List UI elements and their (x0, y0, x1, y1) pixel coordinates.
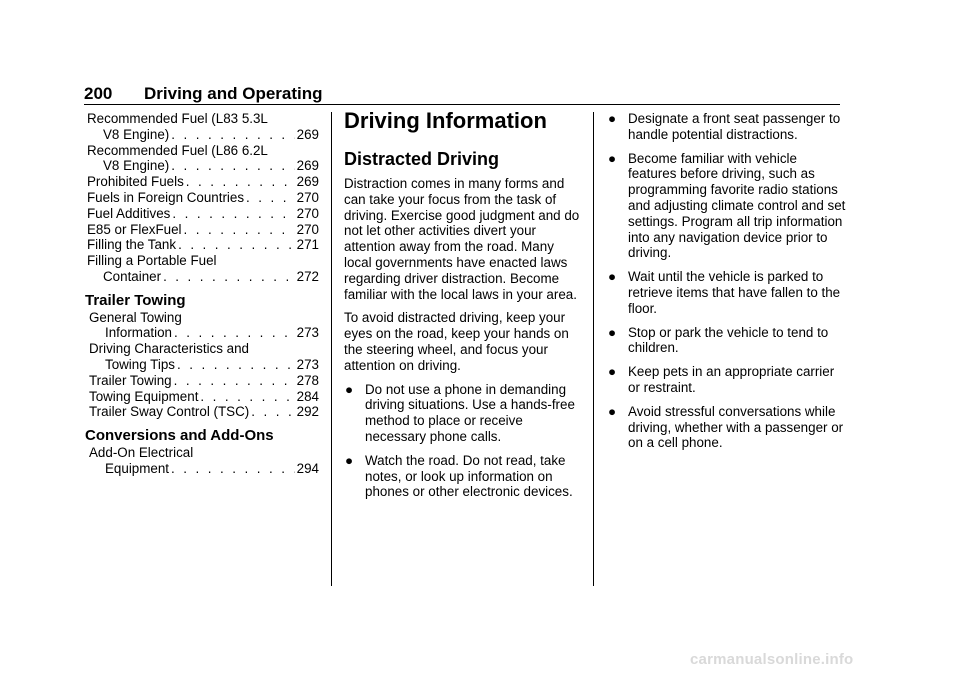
watermark: carmanualsonline.info (690, 651, 854, 668)
bullet-text: Designate a front seat passenger to handle potential distractions. (628, 111, 841, 142)
dot-leader (186, 174, 295, 190)
toc-entry-label: Filling the Tank (87, 237, 177, 253)
dot-leader (174, 325, 295, 341)
toc-entry-label: Information (105, 325, 172, 341)
toc-entry-label: General Towing (89, 309, 182, 325)
bullet-item (607, 111, 847, 143)
toc-entry-label: Trailer Towing (89, 372, 172, 388)
toc-page-number: 272 (296, 268, 319, 284)
toc-entry-label: Prohibited Fuels (87, 174, 184, 190)
page-number: 200 (84, 84, 113, 103)
column-divider (331, 112, 332, 586)
bullet-item (607, 325, 847, 357)
dot-leader (163, 269, 295, 285)
toc-entry[interactable] (89, 404, 319, 420)
toc-page-number: 273 (296, 325, 319, 341)
dot-leader (172, 206, 294, 222)
toc-page-number: 270 (296, 221, 319, 237)
bullet-text: Become familiar with vehicle features before driving, such as programming favorite radio stations and adjusting climate control and set settings. Program all trip information into any navigation device prior to driving. (628, 150, 846, 261)
toc-entry[interactable] (87, 206, 319, 222)
toc-entry-label: Recommended Fuel (L83 5.3L (87, 111, 268, 126)
bullet-text: Do not use a phone in demanding driving situations. Use a hands-free method to place or receive necessary phone calls. (365, 381, 575, 444)
toc-entry-label: Recommended Fuel (L86 6.2L (87, 142, 268, 158)
toc-entry[interactable] (87, 253, 319, 285)
toc-entry-label: Fuel Additives (87, 205, 171, 221)
toc-entry-label: E85 or FlexFuel (87, 221, 182, 237)
dot-leader (200, 389, 294, 405)
bullet-item (607, 404, 847, 451)
article-title: Driving Information (344, 108, 547, 133)
article-subtitle: Distracted Driving (344, 149, 500, 169)
toc-entry-label: Filling a Portable Fuel (87, 253, 217, 269)
article-column-1 (344, 108, 580, 508)
bullet-text: Watch the road. Do not read, take notes, or look up information on phones or other electronic devices. (365, 452, 573, 500)
toc-entry-label: Fuels in Foreign Countries (87, 189, 245, 205)
bullet-marker: ● (608, 111, 617, 126)
toc-page-number: 271 (296, 237, 319, 253)
toc-entry[interactable] (87, 174, 319, 190)
toc-top-list (87, 111, 319, 285)
toc-entry[interactable] (89, 341, 319, 373)
toc-entry-label: Towing Tips (105, 356, 175, 372)
toc-entry[interactable] (87, 143, 319, 175)
dot-leader (177, 357, 295, 373)
toc-entry-label: Driving Characteristics and (89, 341, 250, 357)
toc-entry-label: Container (103, 268, 162, 284)
toc-entry[interactable] (89, 445, 319, 477)
toc-entry-label: Add-On Electrical (89, 444, 194, 460)
toc-entry[interactable] (89, 373, 319, 389)
toc-entry-label: Towing Equipment (89, 388, 199, 404)
dot-leader (184, 222, 295, 238)
bullet-item (344, 382, 580, 445)
article-column-2 (607, 111, 847, 459)
paragraph: Distraction comes in many forms and can take your focus from the task of driving. Exercise good judgment and do not let other activities divert your attention away from the road. Many local governments have enacted laws regarding driver distraction. Become familiar with the local laws in your area. (344, 176, 580, 302)
toc-page-number: 292 (296, 404, 319, 420)
toc-heading-trailer-towing[interactable]: Trailer Towing (85, 291, 186, 309)
toc-page-number: 269 (296, 158, 319, 174)
bullet-text: Stop or park the vehicle to tend to children. (628, 324, 829, 356)
bullet-item (607, 364, 847, 396)
toc-entry[interactable] (89, 389, 319, 405)
toc-page-number: 270 (296, 205, 319, 221)
toc-conversions-list (87, 445, 319, 477)
toc-page-number: 294 (296, 460, 319, 476)
dot-leader (246, 190, 295, 206)
toc-entry[interactable] (89, 310, 319, 342)
dot-leader (174, 373, 295, 389)
bullet-text: Keep pets in an appropriate carrier or restraint. (628, 364, 835, 395)
dot-leader (171, 461, 295, 477)
bullet-marker: ● (608, 150, 617, 166)
bullet-marker: ● (608, 324, 617, 340)
toc-column (87, 111, 319, 477)
toc-entry-label: V8 Engine) (103, 158, 170, 174)
toc-page-number: 284 (296, 388, 319, 404)
bullet-item (607, 151, 847, 262)
bullet-marker: ● (345, 452, 354, 468)
paragraph: To avoid distracted driving, keep your eyes on the road, keep your hands on the steering wheel, and focus your attention on driving. (344, 310, 569, 373)
section-title: Driving and Operating (144, 84, 323, 103)
toc-heading-conversions[interactable]: Conversions and Add-Ons (85, 427, 274, 445)
page-header (84, 84, 323, 104)
toc-entry-label: V8 Engine) (103, 126, 170, 142)
dot-leader (178, 237, 295, 253)
bullet-text: Wait until the vehicle is parked to retrieve items that have fallen to the floor. (628, 269, 841, 316)
toc-page-number: 269 (296, 174, 319, 190)
toc-page-number: 273 (296, 356, 319, 372)
dot-leader (171, 158, 294, 174)
bullet-marker: ● (608, 269, 617, 285)
column-divider (593, 112, 594, 586)
header-rule (84, 104, 840, 105)
toc-page-number: 270 (296, 189, 319, 205)
toc-page-number: 269 (296, 126, 319, 142)
toc-entry[interactable] (87, 111, 319, 143)
bullet-item (344, 453, 580, 500)
dot-leader (171, 127, 294, 143)
toc-entry[interactable] (87, 237, 319, 253)
dot-leader (251, 404, 294, 420)
toc-entry[interactable] (87, 222, 319, 238)
toc-page-number: 278 (296, 372, 319, 388)
toc-entry-label: Trailer Sway Control (TSC) (89, 404, 250, 420)
bullet-marker: ● (608, 364, 617, 380)
bullet-marker: ● (345, 381, 354, 397)
bullet-item (607, 269, 847, 316)
bullet-marker: ● (608, 403, 617, 419)
bullet-text: Avoid stressful conversations while driving, whether with a passenger or on a cell phone. (628, 403, 844, 451)
toc-trailer-list (87, 310, 319, 421)
toc-entry[interactable] (87, 190, 319, 206)
toc-entry-label: Equipment (105, 460, 170, 476)
